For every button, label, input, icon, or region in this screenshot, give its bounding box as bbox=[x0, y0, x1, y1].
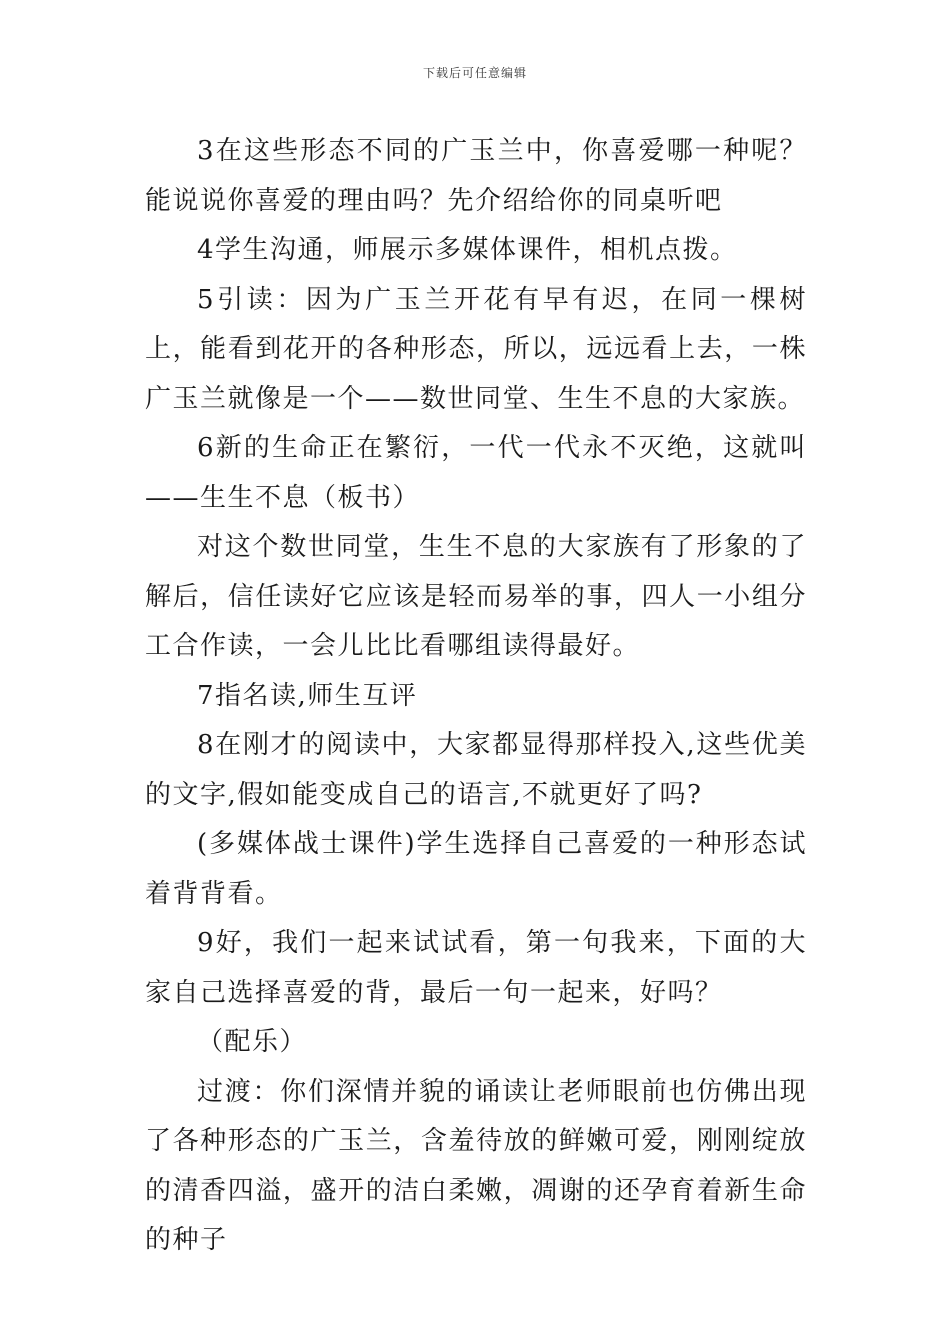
paragraph-6: 6新的生命正在繁衍，一代一代永不灭绝，这就叫——生生不息（板书） bbox=[145, 433, 807, 513]
paragraph-8: 8在刚才的阅读中，大家都显得那样投入,这些优美的文字,假如能变成自己的语言,不就更好了吗? bbox=[145, 730, 807, 810]
paragraph-3: 3在这些形态不同的广玉兰中，你喜爱哪一种呢？能说说你喜爱的理由吗？先介绍给你的同桌听吧 bbox=[145, 136, 807, 216]
paragraph-4: 4学生沟通，师展示多媒体课件，相机点拨。 bbox=[197, 235, 738, 265]
paragraph-9: 9好，我们一起来试试看，第一句我来，下面的大家自己选择喜爱的背，最后一句一起来，好吗？ bbox=[145, 928, 807, 1008]
paragraph-multimedia: (多媒体战士课件)学生选择自己喜爱的一种形态试着背背看。 bbox=[145, 829, 807, 909]
paragraph-transition: 过渡：你们深情并貌的诵读让老师眼前也仿佛出现了各种形态的广玉兰，含羞待放的鲜嫩可爱，刚刚绽放的清香四溢，盛开的洁白柔嫩，凋谢的还孕育着新生命的种子 bbox=[145, 1076, 807, 1255]
document-body bbox=[145, 127, 807, 1266]
paragraph-5: 5引读：因为广玉兰开花有早有迟，在同一棵树上，能看到花开的各种形态，所以，远远看上去，一株广玉兰就像是一个——数世同堂、生生不息的大家族。 bbox=[145, 284, 807, 414]
paragraph-7: 7指名读,师生互评 bbox=[197, 680, 418, 711]
paragraph-music: （配乐） bbox=[197, 1027, 308, 1057]
page-header: 下载后可任意编辑 bbox=[422, 66, 527, 80]
paragraph-group-reading: 对这个数世同堂，生生不息的大家族有了形象的了解后，信任读好它应该是轻而易举的事，四人一小组分工合作读，一会儿比比看哪组读得最好。 bbox=[145, 532, 807, 661]
